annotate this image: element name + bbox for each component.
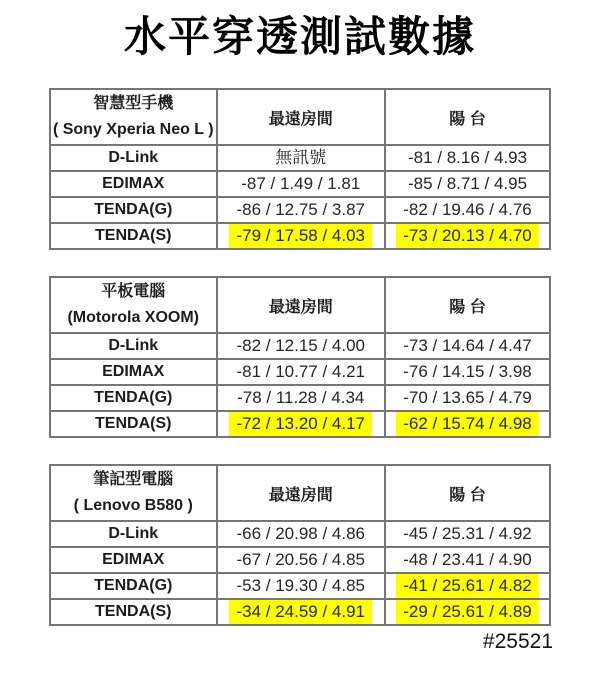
- far-room-value: -34 / 24.59 / 4.91: [229, 600, 372, 624]
- far-room-cell: [217, 359, 386, 385]
- far-room-value: -78 / 11.28 / 4.34: [237, 388, 365, 408]
- router-name: D-Link: [50, 333, 217, 359]
- router-name: EDIMAX: [50, 359, 217, 385]
- far-room-cell: [217, 599, 386, 625]
- table-row: [50, 333, 550, 359]
- balcony-value: -29 / 25.61 / 4.89: [396, 600, 539, 624]
- balcony-value: -85 / 8.71 / 4.95: [407, 174, 528, 194]
- balcony-cell: [385, 197, 550, 223]
- table-row: [50, 145, 550, 171]
- router-name: TENDA(S): [50, 411, 217, 437]
- balcony-value: -48 / 23.41 / 4.90: [403, 550, 532, 570]
- far-room-cell: [217, 573, 386, 599]
- col-header-balcony: 陽 台: [385, 89, 550, 145]
- balcony-cell: [385, 521, 550, 547]
- table-row: [50, 411, 550, 437]
- far-room-value: -87 / 1.49 / 1.81: [241, 174, 361, 194]
- balcony-value: -81 / 8.16 / 4.93: [407, 148, 528, 168]
- device-header-cell: [50, 277, 217, 333]
- balcony-cell: [385, 223, 550, 249]
- router-name: TENDA(S): [50, 223, 217, 249]
- balcony-cell: [385, 411, 550, 437]
- device-type-label: 平板電腦: [101, 283, 166, 301]
- balcony-value: -70 / 13.65 / 4.79: [403, 388, 532, 408]
- balcony-value: -73 / 14.64 / 4.47: [403, 336, 532, 356]
- router-name: TENDA(S): [50, 599, 217, 625]
- table-row: [50, 573, 550, 599]
- far-room-cell: [217, 385, 386, 411]
- balcony-value: -76 / 14.15 / 3.98: [403, 362, 532, 382]
- far-room-value: -82 / 12.15 / 4.00: [236, 336, 366, 356]
- page: [0, 12, 600, 654]
- far-room-value: -81 / 10.77 / 4.21: [236, 362, 366, 382]
- router-name: EDIMAX: [50, 171, 217, 197]
- table-row: [50, 223, 550, 249]
- far-room-value: -86 / 12.75 / 3.87: [236, 200, 366, 220]
- device-type-label: 筆記型電腦: [93, 471, 174, 489]
- device-model-label: (Motorola XOOM): [67, 309, 200, 327]
- device-header-cell: [50, 465, 217, 521]
- router-name: TENDA(G): [50, 385, 217, 411]
- device-model-label: ( Sony Xperia Neo L ): [52, 121, 214, 139]
- far-room-value: -66 / 20.98 / 4.86: [236, 524, 366, 544]
- col-header-far-room: 最遠房間: [217, 465, 386, 521]
- device-model-label: ( Lenovo B580 ): [73, 497, 193, 515]
- router-name: TENDA(G): [50, 573, 217, 599]
- device-header-cell: [50, 89, 217, 145]
- balcony-cell: [385, 359, 550, 385]
- balcony-cell: [385, 333, 550, 359]
- router-name: EDIMAX: [50, 547, 217, 573]
- notebook-table-header-row: [50, 465, 550, 521]
- smartphone-table-header-row: [50, 89, 550, 145]
- far-room-cell: [217, 411, 386, 437]
- router-name: D-Link: [50, 521, 217, 547]
- far-room-cell: [217, 333, 386, 359]
- balcony-value: -62 / 15.74 / 4.98: [396, 412, 539, 436]
- far-room-cell: [217, 145, 386, 171]
- col-header-far-room: 最遠房間: [217, 89, 386, 145]
- router-name: D-Link: [50, 145, 217, 171]
- far-room-cell: [217, 521, 386, 547]
- table-row: [50, 385, 550, 411]
- far-room-value: 無訊號: [275, 148, 327, 168]
- notebook-table: [49, 464, 551, 626]
- smartphone-table: [49, 88, 551, 250]
- far-room-value: -72 / 13.20 / 4.17: [229, 412, 372, 436]
- watermark-id: #25521: [482, 630, 553, 654]
- router-name: TENDA(G): [50, 197, 217, 223]
- tablet-table-header-row: [50, 277, 550, 333]
- far-room-cell: [217, 171, 386, 197]
- balcony-cell: [385, 573, 550, 599]
- tablet-table: [49, 276, 551, 438]
- far-room-cell: [217, 197, 386, 223]
- table-row: [50, 599, 550, 625]
- balcony-cell: [385, 599, 550, 625]
- balcony-value: -41 / 25.61 / 4.82: [396, 574, 539, 598]
- table-row: [50, 171, 550, 197]
- far-room-value: -53 / 19.30 / 4.85: [236, 576, 366, 596]
- table-row: [50, 197, 550, 223]
- balcony-cell: [385, 385, 550, 411]
- table-row: [50, 359, 550, 385]
- balcony-value: -73 / 20.13 / 4.70: [396, 224, 539, 248]
- page-title: 水平穿透測試數據: [123, 13, 476, 60]
- balcony-value: -45 / 25.31 / 4.92: [403, 524, 532, 544]
- balcony-cell: [385, 547, 550, 573]
- balcony-cell: [385, 145, 550, 171]
- far-room-value: -67 / 20.56 / 4.85: [236, 550, 366, 570]
- balcony-value: -82 / 19.46 / 4.76: [403, 200, 532, 220]
- col-header-far-room: 最遠房間: [217, 277, 386, 333]
- table-row: [50, 521, 550, 547]
- far-room-value: -79 / 17.58 / 4.03: [229, 224, 372, 248]
- col-header-balcony: 陽 台: [385, 465, 550, 521]
- far-room-cell: [217, 223, 386, 249]
- balcony-cell: [385, 171, 550, 197]
- device-type-label: 智慧型手機: [93, 95, 174, 113]
- col-header-balcony: 陽 台: [385, 277, 550, 333]
- far-room-cell: [217, 547, 386, 573]
- table-row: [50, 547, 550, 573]
